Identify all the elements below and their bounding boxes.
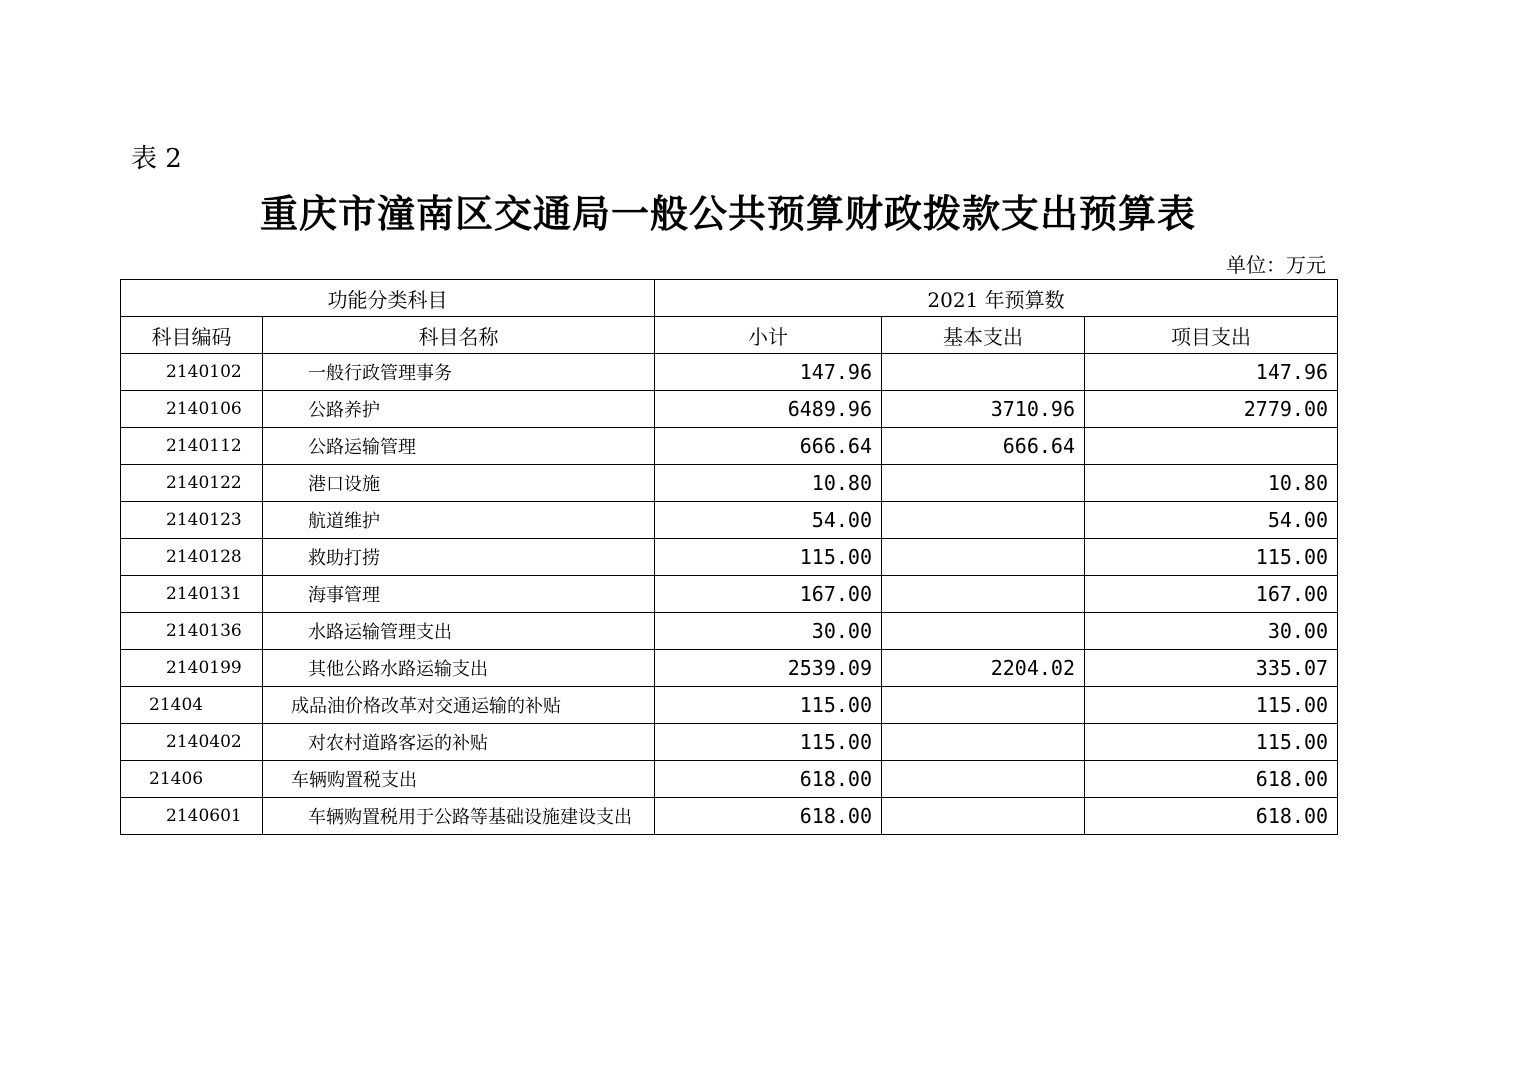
project-expenditure-cell: 115.00 (1085, 724, 1338, 761)
project-expenditure-cell: 115.00 (1085, 539, 1338, 576)
project-expenditure-cell: 115.00 (1085, 687, 1338, 724)
subject-name-cell: 成品油价格改革对交通运输的补贴 (263, 687, 655, 724)
basic-expenditure-cell (882, 465, 1085, 502)
header-budget-2021: 2021 年预算数 (655, 280, 1338, 317)
subject-name-cell: 航道维护 (263, 502, 655, 539)
subject-code-cell: 2140112 (121, 428, 263, 465)
table-row (121, 798, 1338, 835)
project-expenditure-cell: 147.96 (1085, 354, 1338, 391)
table-body (121, 354, 1338, 835)
subtotal-cell: 54.00 (655, 502, 882, 539)
table-row (121, 724, 1338, 761)
table-row (121, 650, 1338, 687)
subject-name-cell: 对农村道路客运的补贴 (263, 724, 655, 761)
subtotal-cell: 618.00 (655, 761, 882, 798)
basic-expenditure-cell (882, 613, 1085, 650)
project-expenditure-cell (1085, 428, 1338, 465)
project-expenditure-cell: 335.07 (1085, 650, 1338, 687)
project-expenditure-cell: 10.80 (1085, 465, 1338, 502)
subject-name-cell: 水路运输管理支出 (263, 613, 655, 650)
table-row (121, 391, 1338, 428)
header-functional-classification: 功能分类科目 (121, 280, 655, 317)
subject-code-cell: 2140131 (121, 576, 263, 613)
subject-code-cell: 2140122 (121, 465, 263, 502)
budget-table (120, 279, 1338, 835)
subject-code-cell: 2140128 (121, 539, 263, 576)
subject-code-cell: 21406 (121, 761, 263, 798)
basic-expenditure-cell: 3710.96 (882, 391, 1085, 428)
table-row (121, 687, 1338, 724)
project-expenditure-cell: 618.00 (1085, 761, 1338, 798)
header-column-row (121, 317, 1338, 354)
subject-code-cell: 2140601 (121, 798, 263, 835)
table-row (121, 354, 1338, 391)
subject-name-cell: 车辆购置税用于公路等基础设施建设支出 (263, 798, 655, 835)
subtotal-cell: 115.00 (655, 539, 882, 576)
subtotal-cell: 666.64 (655, 428, 882, 465)
subtotal-cell: 147.96 (655, 354, 882, 391)
basic-expenditure-cell (882, 502, 1085, 539)
subject-code-cell: 2140102 (121, 354, 263, 391)
basic-expenditure-cell (882, 354, 1085, 391)
header-subject-code: 科目编码 (121, 317, 263, 354)
table-row (121, 428, 1338, 465)
table-row (121, 576, 1338, 613)
subtotal-cell: 2539.09 (655, 650, 882, 687)
project-expenditure-cell: 30.00 (1085, 613, 1338, 650)
basic-expenditure-cell (882, 687, 1085, 724)
subtotal-cell: 618.00 (655, 798, 882, 835)
document-title: 重庆市潼南区交通局一般公共预算财政拨款支出预算表 (259, 191, 1196, 236)
table-row (121, 761, 1338, 798)
subtotal-cell: 115.00 (655, 687, 882, 724)
basic-expenditure-cell: 666.64 (882, 428, 1085, 465)
subject-code-cell: 2140402 (121, 724, 263, 761)
table-number: 表 2 (131, 144, 182, 174)
table-row (121, 613, 1338, 650)
basic-expenditure-cell (882, 761, 1085, 798)
basic-expenditure-cell (882, 724, 1085, 761)
project-expenditure-cell: 618.00 (1085, 798, 1338, 835)
subject-code-cell: 2140199 (121, 650, 263, 687)
project-expenditure-cell: 2779.00 (1085, 391, 1338, 428)
project-expenditure-cell: 54.00 (1085, 502, 1338, 539)
subtotal-cell: 6489.96 (655, 391, 882, 428)
subtotal-cell: 30.00 (655, 613, 882, 650)
basic-expenditure-cell (882, 576, 1085, 613)
subject-name-cell: 一般行政管理事务 (263, 354, 655, 391)
subject-name-cell: 其他公路水路运输支出 (263, 650, 655, 687)
subtotal-cell: 10.80 (655, 465, 882, 502)
subject-name-cell: 港口设施 (263, 465, 655, 502)
header-basic-expenditure: 基本支出 (882, 317, 1085, 354)
subject-code-cell: 2140106 (121, 391, 263, 428)
table-row (121, 465, 1338, 502)
subject-name-cell: 救助打捞 (263, 539, 655, 576)
subject-name-cell: 公路运输管理 (263, 428, 655, 465)
project-expenditure-cell: 167.00 (1085, 576, 1338, 613)
header-subtotal: 小计 (655, 317, 882, 354)
table-row (121, 502, 1338, 539)
subject-code-cell: 2140123 (121, 502, 263, 539)
subject-code-cell: 21404 (121, 687, 263, 724)
subtotal-cell: 167.00 (655, 576, 882, 613)
subject-name-cell: 车辆购置税支出 (263, 761, 655, 798)
subject-name-cell: 海事管理 (263, 576, 655, 613)
basic-expenditure-cell (882, 539, 1085, 576)
table-row (121, 539, 1338, 576)
header-group-row (121, 280, 1338, 317)
basic-expenditure-cell: 2204.02 (882, 650, 1085, 687)
header-subject-name: 科目名称 (263, 317, 655, 354)
subject-name-cell: 公路养护 (263, 391, 655, 428)
subject-code-cell: 2140136 (121, 613, 263, 650)
subtotal-cell: 115.00 (655, 724, 882, 761)
header-project-expenditure: 项目支出 (1085, 317, 1338, 354)
basic-expenditure-cell (882, 798, 1085, 835)
unit-label: 单位：万元 (1226, 253, 1326, 277)
